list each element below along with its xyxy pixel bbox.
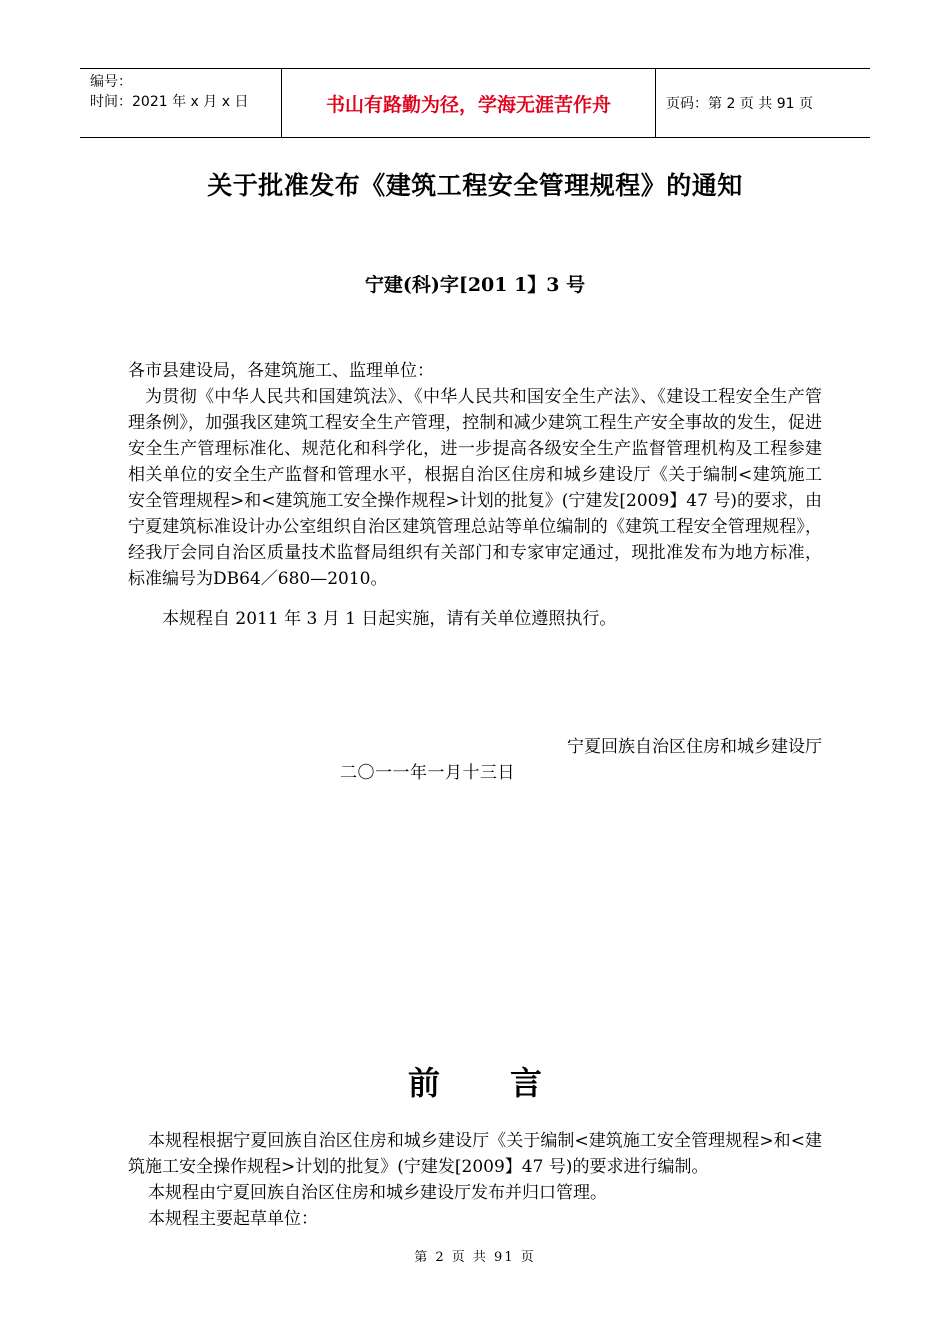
addressee (128, 358, 822, 384)
time-label: 时间：2021 年 x 月 x 日 (90, 94, 249, 110)
signer: 宁夏回族自治区住房和城乡建设厅 (567, 737, 822, 757)
preface-paragraph: 本规程由宁夏回族自治区住房和城乡建设厅发布并归口管理。 (148, 1183, 607, 1203)
addressee-text: 各市县建设局，各建筑施工、监理单位： (128, 361, 434, 381)
header-meta-cell (80, 69, 282, 137)
header-table (80, 68, 870, 138)
header-motto: 书山有路勤为径，学海无涯苦作舟 (282, 69, 656, 137)
preface-body (128, 1128, 822, 1232)
preface-heading (0, 1058, 950, 1104)
page-footer: 第 2 页 共 91 页 (414, 1250, 536, 1265)
notice-title: 关于批准发布《建筑工程安全管理规程》的通知 (207, 171, 743, 200)
preface-heading-text: 前言 (407, 1064, 612, 1102)
paragraph-text: 本规程自 2011 年 3 月 1 日起实施，请有关单位遵照执行。 (162, 609, 617, 629)
sign-date: 二〇一一年一月十三日 (340, 763, 515, 783)
notice-paragraph-2 (128, 606, 822, 632)
serial-label: 编号： (90, 74, 132, 90)
preface-paragraph: 本规程主要起草单位： (148, 1209, 318, 1229)
notice-paragraph-1 (128, 384, 822, 592)
header-page-info: 页码：第 2 页 共 91 页 (666, 96, 813, 112)
doc-number: 宁建(科)字[201 1】3 号 (364, 274, 586, 296)
paragraph-text: 为贯彻《中华人民共和国建筑法》、《中华人民共和国安全生产法》、《建设工程安全生产管理条例》，加强我区建筑工程安全生产管理，控制和减少建筑工程生产安全事故的发生，促进安全生产管理标准化、规范化和科学化，进一步提高各级安全生产监督管理机构及工程参建相关单位的安全生产监督和管理水平，根据自治区住房和城乡建设厅《关于编制<建筑施工安全管理规程>和<建筑施工安全操作规程>计划的批复》(宁建发[2009】47 号)的要求，由宁夏建筑标准设计办公室组织自治区建筑管理总站等单位编制的《建筑工程安全管理规程》，经我厅会同自治区质量技术监督局组织有关部门和专家审定通过，现批准发布为地方标准，标准编号为DB64／680—2010。 (128, 387, 822, 589)
preface-paragraph: 本规程根据宁夏回族自治区住房和城乡建设厅《关于编制<建筑施工安全管理规程>和<建筑施工安全操作规程>计划的批复》(宁建发[2009】47 号)的要求进行编制。 (128, 1131, 822, 1177)
